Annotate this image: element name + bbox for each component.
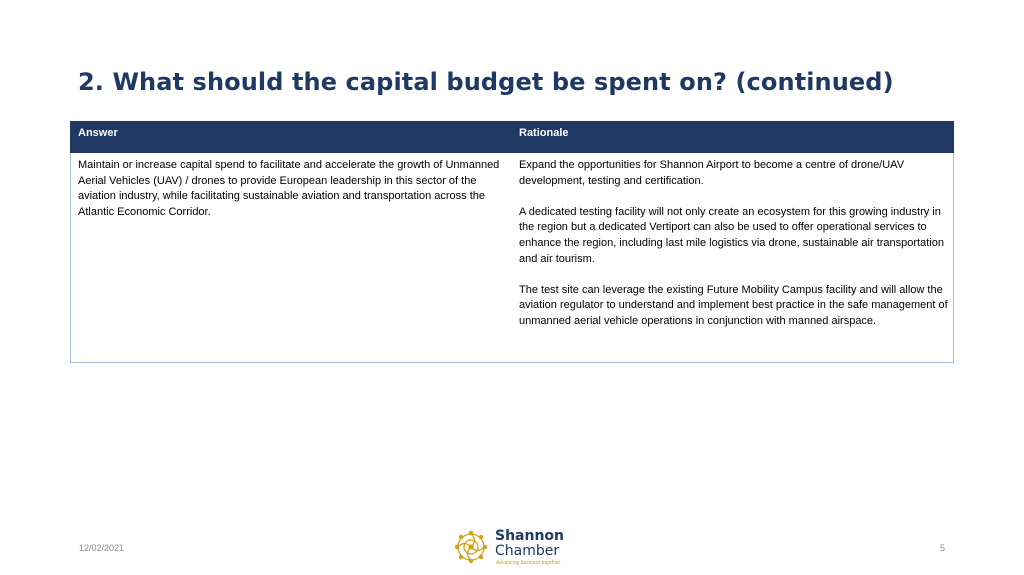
rationale-paragraph: A dedicated testing facility will not only create an ecosystem for this growing industry in the region but a dedicated Vertiport can also be used to offer operational services to enhance the region, including last mile logistics via drone, sustainable air transportation and air tourism. bbox=[519, 205, 944, 265]
logo-name-line2: Chamber bbox=[495, 543, 560, 559]
answer-rationale-table bbox=[70, 121, 954, 363]
page-number: 5 bbox=[940, 543, 946, 553]
logo-tagline: Advancing business together bbox=[496, 560, 561, 566]
shannon-chamber-logo bbox=[452, 528, 576, 570]
header-answer: Answer bbox=[78, 127, 118, 139]
logo-name-line1: Shannon bbox=[495, 528, 565, 544]
table-header-row bbox=[70, 121, 954, 153]
slide-title: 2. What should the capital budget be spent on? (continued) bbox=[78, 68, 894, 96]
footer-date: 12/02/2021 bbox=[79, 543, 125, 553]
answer-text: Maintain or increase capital spend to facilitate and accelerate the growth of Unmanned Aerial Vehicles (UAV) / drones to provide European leadership in this sector of the aviation industry, while facilitating sustainable aviation and transportation across the Atlantic Economic Corridor. bbox=[78, 159, 500, 218]
answer-cell bbox=[78, 158, 508, 220]
shannon-chamber-logo-mark-icon bbox=[452, 528, 490, 566]
rationale-cell bbox=[519, 158, 949, 330]
rationale-paragraph: The test site can leverage the existing Future Mobility Campus facility and will allow the aviation regulator to understand and implement best practice in the safe management of unmanned aerial vehicle operations in conjunction with manned airspace. bbox=[519, 283, 948, 327]
header-rationale: Rationale bbox=[519, 127, 569, 139]
rationale-paragraph: Expand the opportunities for Shannon Airport to become a centre of drone/UAV development, testing and certification. bbox=[519, 159, 905, 187]
